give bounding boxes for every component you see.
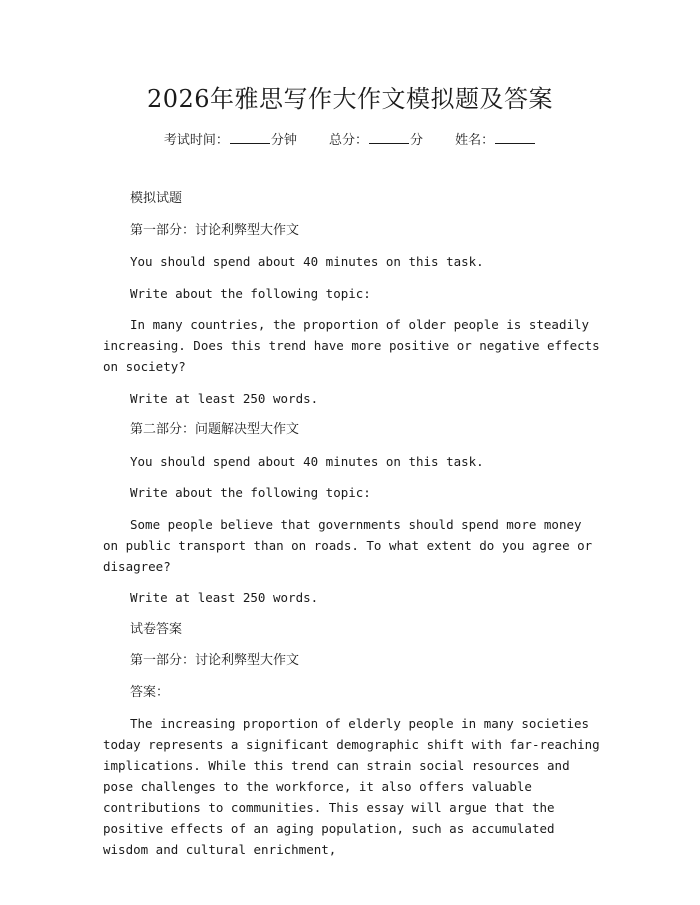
task-time-instruction: You should spend about 40 minutes on this task.	[130, 254, 484, 269]
section-heading-answers: 试卷答案	[130, 621, 183, 637]
total-score-label: 总分：	[328, 133, 368, 148]
page-title: 2026年雅思写作大作文模拟题及答案	[146, 85, 554, 113]
word-count-instruction: Write at least 250 words.	[130, 590, 319, 605]
part-two-heading: 第二部分：问题解决型大作文	[130, 422, 300, 437]
answer-label: 答案：	[130, 684, 170, 700]
exam-time-field	[164, 133, 301, 148]
exam-time-unit: 分钟	[270, 133, 297, 148]
exam-info-line	[0, 130, 700, 151]
task-topic-intro: Write about the following topic:	[130, 485, 371, 500]
document-body	[103, 188, 608, 871]
total-score-field	[329, 133, 427, 148]
task-two-prompt: Some people believe that governments should spend more money on public transport than on roads. To what extent do you agree or disagree?	[103, 516, 600, 574]
total-score-unit: 分	[410, 133, 424, 148]
task-one-prompt: In many countries, the proportion of older people is steadily increasing. Does this trend have more positive or negative effects on society?	[103, 317, 608, 374]
name-field	[455, 133, 536, 148]
answer-part-one-heading: 第一部分：讨论利弊型大作文	[130, 653, 300, 668]
task-time-instruction: You should spend about 40 minutes on this task.	[130, 453, 484, 469]
section-heading-mock-questions: 模拟试题	[130, 191, 183, 206]
word-count-instruction: Write at least 250 words.	[130, 390, 319, 406]
name-blank	[495, 130, 535, 144]
name-label: 姓名：	[455, 133, 495, 148]
exam-time-blank	[230, 130, 270, 144]
exam-time-label: 考试时间：	[163, 133, 229, 148]
answer-essay-paragraph: The increasing proportion of elderly people in many societies today represents a significant demographic shift with far-reaching implications. While this trend can strain social resources and pose challenges to the workforce, it also offers valuable contributions to communities. This essay will argue that the positive effects of an aging population, such as accumulated wisdom and cultural enrichment,	[103, 716, 608, 857]
part-one-heading: 第一部分：讨论利弊型大作文	[130, 222, 300, 238]
task-topic-intro: Write about the following topic:	[130, 285, 371, 301]
total-score-blank	[369, 130, 409, 144]
